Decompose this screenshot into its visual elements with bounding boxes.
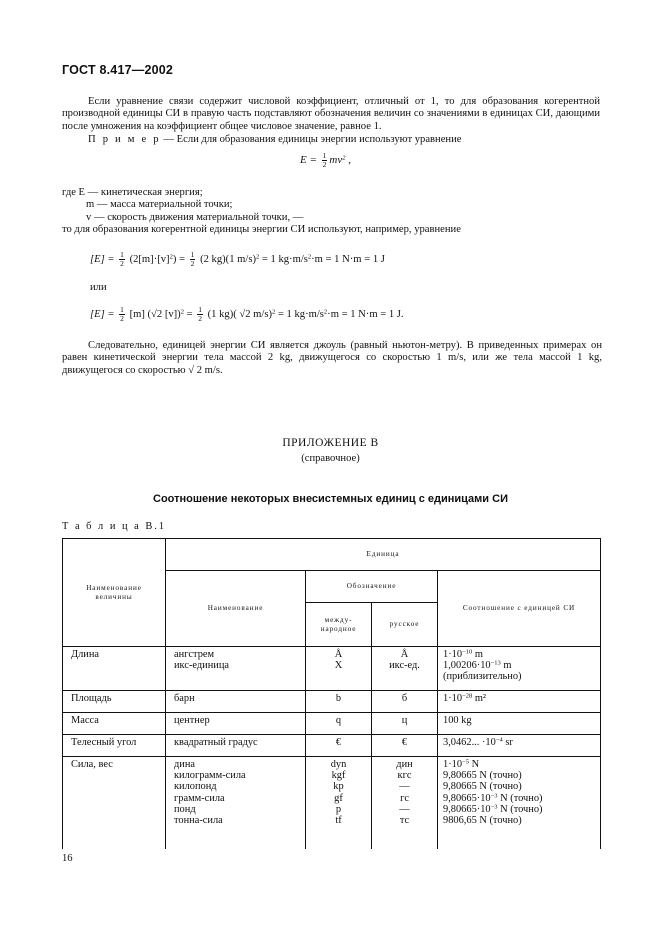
units-table [62, 538, 601, 849]
relation-unit: m [500, 660, 512, 672]
equation-2: [E] = $\frac{1}{2}$ [m] (√2 [v])$^2$ = $\frac{1}{2}$ (1 kg)( √2 m/s)$^2$ = 1 $kg\cdot m/s^2\cdot m = 1$ N·m = 1 J. [90, 305, 404, 323]
table-row [63, 713, 601, 735]
header-relation: Соотношение с единицей СИ [438, 571, 601, 647]
relation-base: 100 kg [443, 715, 472, 726]
cell-intl [306, 691, 372, 713]
eq1-part: (2[m]·[v] [129, 253, 170, 265]
fraction-numerator: 1 [322, 151, 327, 160]
cell-relation [438, 735, 601, 757]
relation-unit: N [468, 759, 480, 770]
relation-exponent: −13 [490, 659, 501, 667]
relation-unit: N (точно) [497, 792, 543, 804]
appendix-heading: Соотношение некоторых внесистемных единиц с единицами СИ [153, 493, 508, 505]
relation-unit: m [472, 649, 483, 660]
eq2-frac-b: $\frac{1}{2}$ [198, 305, 202, 323]
cell-name [166, 757, 306, 849]
header-unit: Единица [166, 539, 601, 571]
cell-line: понд [174, 803, 196, 815]
cell-line: q [335, 715, 342, 726]
eq2-part: 2 [156, 308, 163, 320]
table-row [63, 691, 601, 713]
relation-base: 1·10 [443, 693, 463, 704]
relation-base: 3,0462... ·10 [443, 737, 496, 748]
header-symbol: Обозначение [306, 571, 438, 603]
cell-rus [372, 735, 438, 757]
relation-line [443, 793, 600, 804]
relation-line [443, 649, 600, 660]
eq1-part: ·m = 1 N·m = 1 J [311, 253, 385, 265]
eq1-part: ) [172, 253, 177, 265]
cell-rus [372, 647, 438, 691]
cell-line: икс-ед. [389, 660, 420, 672]
eq2-part: (1 kg)( √ [207, 308, 246, 320]
relation-line [443, 770, 600, 781]
eq1-frac-b: $\frac{1}{2}$ [190, 250, 195, 268]
cell-name [166, 691, 306, 713]
eq1-lhs: [E] = [90, 253, 115, 265]
cell-name [166, 647, 306, 691]
relation-base: 1·10 [443, 649, 463, 660]
header-rus: русское [372, 603, 438, 647]
where-line: v — скорость движения материальной точки, — [86, 211, 304, 223]
cell-line: Площадь [71, 693, 112, 704]
appendix-title: ПРИЛОЖЕНИЕ В [282, 437, 379, 449]
cell-line: ц [401, 715, 408, 726]
cell-quantity [63, 647, 166, 691]
relation-base: 1·10 [443, 759, 463, 770]
cell-name [166, 735, 306, 757]
relation-exponent: −4 [495, 736, 503, 744]
conclusion-paragraph: Следовательно, единицей энергии СИ является джоуль (равный ньютон-метру). В приведенных примерах он равен кинетической энергии тела массой 2 kg, движущегося со скоростью 1 m/s, или же тела массой 1 kg, движущегося со скоростью √ 2 m/s. [62, 340, 602, 376]
cell-line: gf [334, 792, 343, 804]
example-text: — Если для образования единицы энергии используют уравнение [160, 134, 462, 145]
formula-rhs: mv [329, 154, 343, 167]
cell-line: тс [399, 815, 410, 827]
cell-line: кгс [397, 770, 412, 782]
eq1-frac-a: $\frac{1}{2}$ [120, 250, 124, 268]
relation-line [443, 660, 600, 671]
cell-line: kgf [331, 770, 346, 782]
cell-line: Телесный угол [71, 737, 137, 748]
cell-rus [372, 691, 438, 713]
relation-base: 9,80665·10 [443, 792, 491, 804]
document-header: ГОСТ 8.417—2002 [62, 63, 174, 77]
cell-line: дин [396, 759, 413, 770]
relation-exponent: −3 [490, 792, 498, 800]
relation-line [443, 671, 600, 682]
cell-name [166, 713, 306, 735]
cell-line: Å [400, 649, 409, 660]
equation-1: [E] = $\frac{1}{2}$ $(2[m]\cdot[v]^2)$ = $\frac{1}{2}$ (2 kg)(1 m/s)$^2$ = 1 $kg\cdot m/s^2\cdot m = 1$ N·m = 1 J [90, 250, 385, 268]
cell-intl [306, 735, 372, 757]
eq2-part: = [183, 308, 193, 320]
formula-fraction [322, 152, 328, 169]
where-block [62, 187, 602, 237]
cell-relation [438, 691, 601, 713]
cell-rus [372, 713, 438, 735]
relation-line [443, 737, 600, 748]
formula-lhs: E = [300, 154, 320, 167]
relation-exponent: −5 [462, 758, 469, 766]
energy-formula [300, 152, 351, 169]
where-line: где E — кинетическая энергия; [62, 187, 203, 198]
relation-line [443, 804, 600, 815]
where-line: m — масса материальной точки; [86, 199, 233, 211]
eq2-part: ·m = 1 N·m = 1 J. [327, 308, 404, 320]
relation-unit: N (точно) [497, 803, 543, 815]
cell-line: Длина [71, 649, 100, 660]
relation-line [443, 759, 600, 770]
header-intl: между-народное [306, 603, 372, 647]
relation-line [443, 815, 600, 826]
cell-quantity [63, 713, 166, 735]
relation-base: 9,80665 N (точно) [443, 770, 522, 782]
relation-base: 9,80665 N (точно) [443, 781, 522, 793]
eq1-part: (2 kg)(1 m/s) [200, 253, 256, 265]
formula-exponent: 2 [342, 154, 346, 162]
cell-line: dyn [330, 759, 347, 770]
relation-exponent: −10 [462, 648, 473, 656]
eq2-frac-a: $\frac{1}{2}$ [120, 305, 124, 323]
appendix-subtitle: (справочное) [301, 453, 360, 464]
eq2-lhs: [E] = [90, 308, 115, 320]
relation-line [443, 693, 600, 704]
formula-tail: , [345, 154, 351, 167]
example-label: П р и м е р [88, 134, 161, 145]
cell-line: грамм-сила [174, 792, 225, 804]
eq1-part: = 1 kg·m/s [259, 253, 308, 265]
cell-line: b [335, 693, 342, 704]
relation-exponent: −3 [490, 803, 498, 811]
cell-line: kp [333, 781, 344, 793]
cell-line: килопонд [174, 781, 217, 793]
fraction-denominator: 2 [322, 160, 327, 169]
cell-line: Сила, вес [71, 759, 113, 770]
cell-line: икс-единица [174, 660, 230, 672]
cell-quantity [63, 691, 166, 713]
cell-line: € [401, 737, 408, 748]
table-label: Т а б л и ц а В.1 [62, 521, 167, 532]
intro-paragraph: Если уравнение связи содержит числовой коэффициент, отличный от 1, то для образования когерентной производной единицы СИ в правую часть подставляют обозначения величин со значениями в единицах СИ, дающими после умножения на коэффициент общее числовое значение, равное 1. [62, 96, 600, 132]
relation-exponent: −28 [462, 692, 473, 700]
cell-line: дина [174, 759, 196, 770]
cell-line: ангстрем [174, 649, 215, 660]
cell-line: квадратный градус [174, 737, 258, 748]
page-number: 16 [62, 853, 73, 864]
cell-line: X [334, 660, 343, 672]
cell-line: килограмм-сила [174, 770, 246, 782]
cell-line: Å [334, 649, 343, 660]
cell-line: — [399, 781, 410, 793]
relation-base: 9,80665·10 [443, 803, 491, 815]
cell-intl [306, 713, 372, 735]
header-name: Наименование [166, 571, 306, 647]
cell-relation [438, 647, 601, 691]
header-quantity: Наименование величины [63, 539, 166, 647]
cell-line: € [335, 737, 342, 748]
relation-line [443, 781, 600, 792]
cell-relation [438, 713, 601, 735]
cell-line: p [335, 803, 342, 815]
eq1-part: = [179, 253, 186, 265]
eq2-part: m/s) [250, 308, 273, 320]
where-line: то для образования когерентной единицы энергии СИ используют, например, уравнение [62, 224, 461, 236]
cell-intl [306, 757, 372, 849]
cell-quantity [63, 735, 166, 757]
eq2-part: [v]) [162, 308, 181, 320]
table-row [63, 647, 601, 691]
cell-quantity [63, 757, 166, 849]
cell-line: гс [400, 792, 409, 804]
cell-relation [438, 757, 601, 849]
eq2-part: [m] (√ [129, 308, 157, 320]
cell-line: тонна-сила [174, 815, 223, 827]
relation-base: 1,00206·10 [443, 660, 491, 672]
relation-unit: m² [472, 693, 487, 704]
cell-line: — [399, 803, 410, 815]
or-word: или [90, 282, 107, 293]
relation-line [443, 715, 600, 726]
cell-line: центнер [174, 715, 210, 726]
relation-unit: sr [502, 737, 513, 748]
cell-line: барн [174, 693, 195, 704]
cell-intl [306, 647, 372, 691]
cell-line: tf [335, 815, 342, 827]
relation-base: (приблизительно) [443, 671, 522, 683]
example-line [88, 134, 608, 146]
eq2-part: = 1 kg·m/s [275, 308, 324, 320]
cell-line: Масса [71, 715, 99, 726]
table-row [63, 757, 601, 849]
table-row [63, 735, 601, 757]
cell-rus [372, 757, 438, 849]
relation-base: 9806,65 N (точно) [443, 815, 522, 827]
cell-line: б [401, 693, 408, 704]
